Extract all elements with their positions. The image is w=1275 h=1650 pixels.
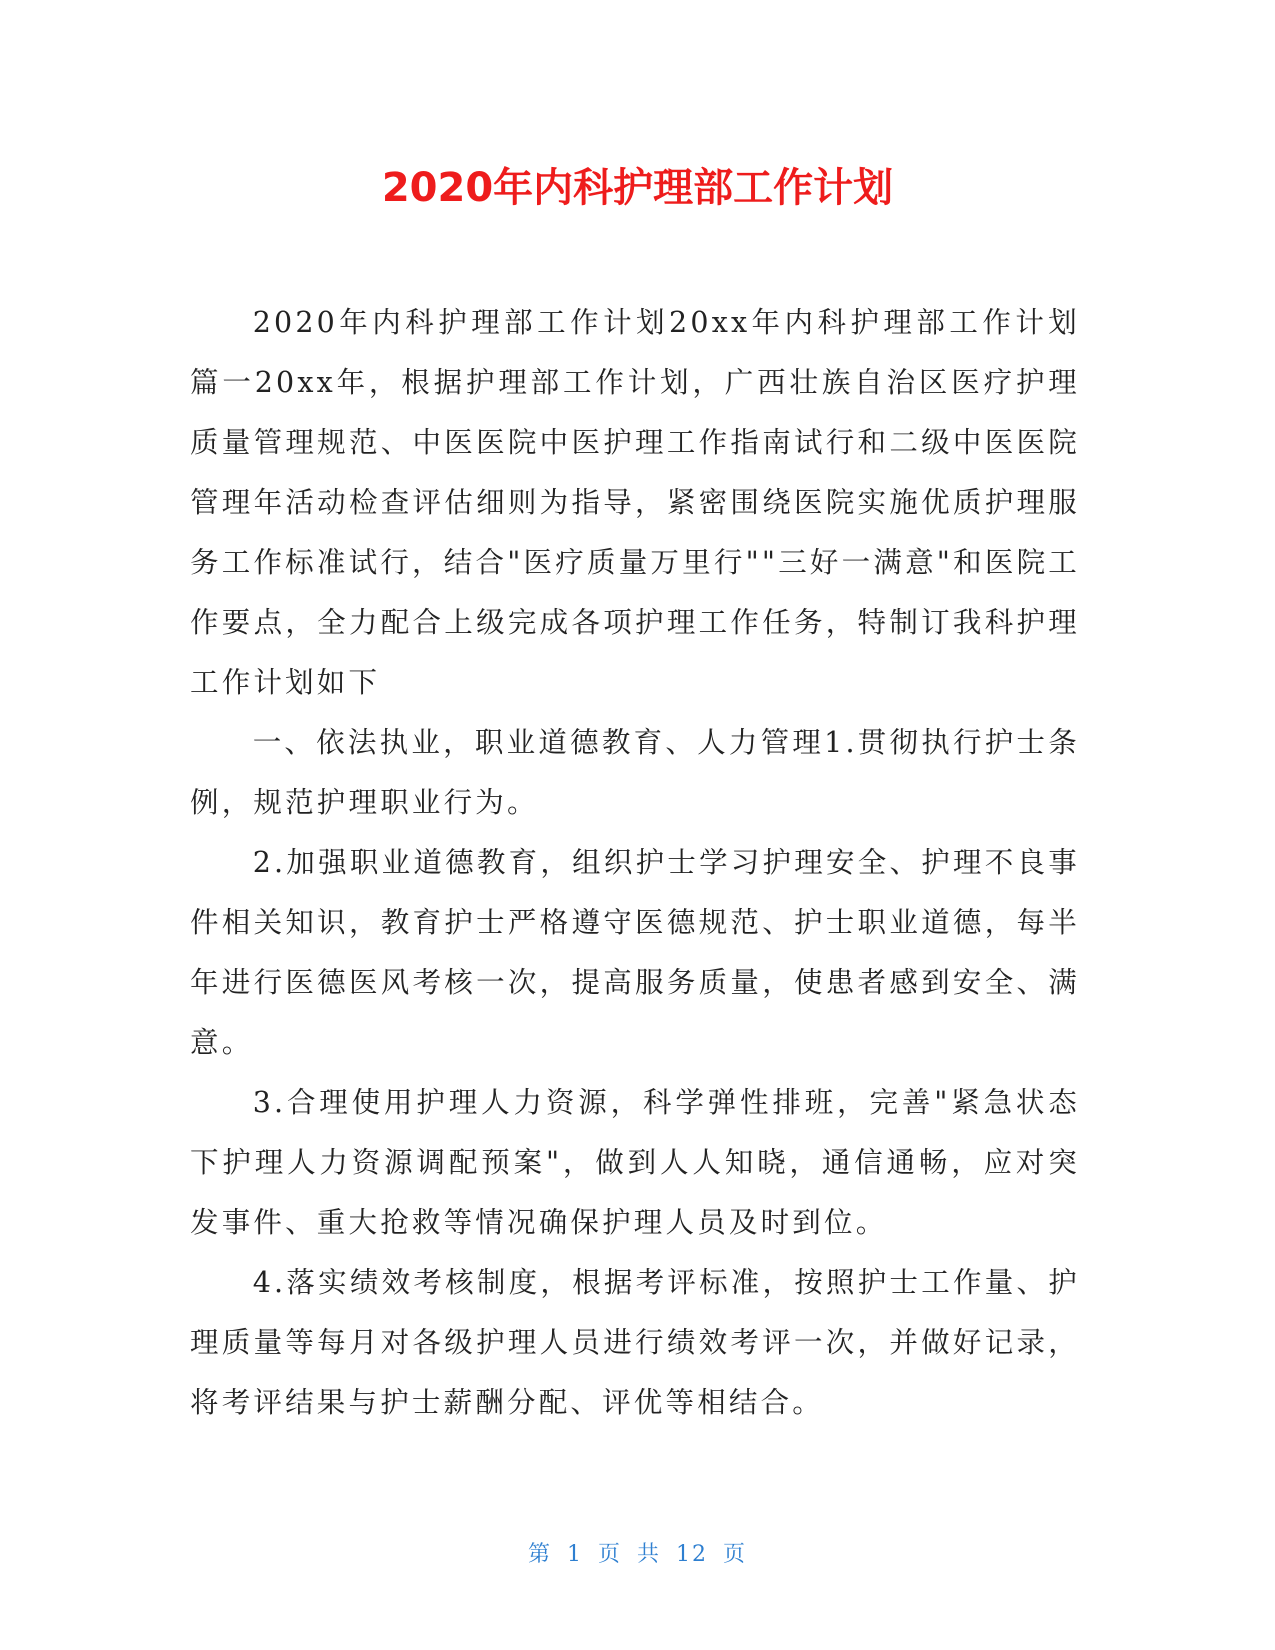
page-number-footer: 第 1 页 共 12 页 — [528, 1542, 747, 1567]
document-body — [190, 293, 1080, 1433]
paragraph-intro: 2020年内科护理部工作计划20xx年内科护理部工作计划篇一20xx年，根据护理部工作计划，广西壮族自治区医疗护理质量管理规范、中医医院中医护理工作指南试行和二级中医医院管理年活动检查评估细则为指导，紧密围绕医院实施优质护理服务工作标准试行，结合"医疗质量万里行""三好一满意"和医院工作要点，全力配合上级完成各项护理工作任务，特制订我科护理工作计划如下 — [190, 306, 1080, 699]
paragraph-item-3: 3.合理使用护理人力资源，科学弹性排班，完善"紧急状态下护理人力资源调配预案"，做到人人知晓，通信通畅，应对突发事件、重大抢救等情况确保护理人员及时到位。 — [190, 1086, 1080, 1239]
paragraph-item-4: 4.落实绩效考核制度，根据考评标准，按照护士工作量、护理质量等每月对各级护理人员进行绩效考评一次，并做好记录，将考评结果与护士薪酬分配、评优等相结合。 — [190, 1266, 1080, 1419]
paragraph-item-2: 2.加强职业道德教育，组织护士学习护理安全、护理不良事件相关知识，教育护士严格遵守医德规范、护士职业道德，每半年进行医德医风考核一次，提高服务质量，使患者感到安全、满意。 — [190, 846, 1080, 1059]
paragraph-section-1: 一、依法执业，职业道德教育、人力管理1.贯彻执行护士条例，规范护理职业行为。 — [190, 726, 1080, 819]
page-title: 2020年内科护理部工作计划 — [381, 165, 894, 211]
